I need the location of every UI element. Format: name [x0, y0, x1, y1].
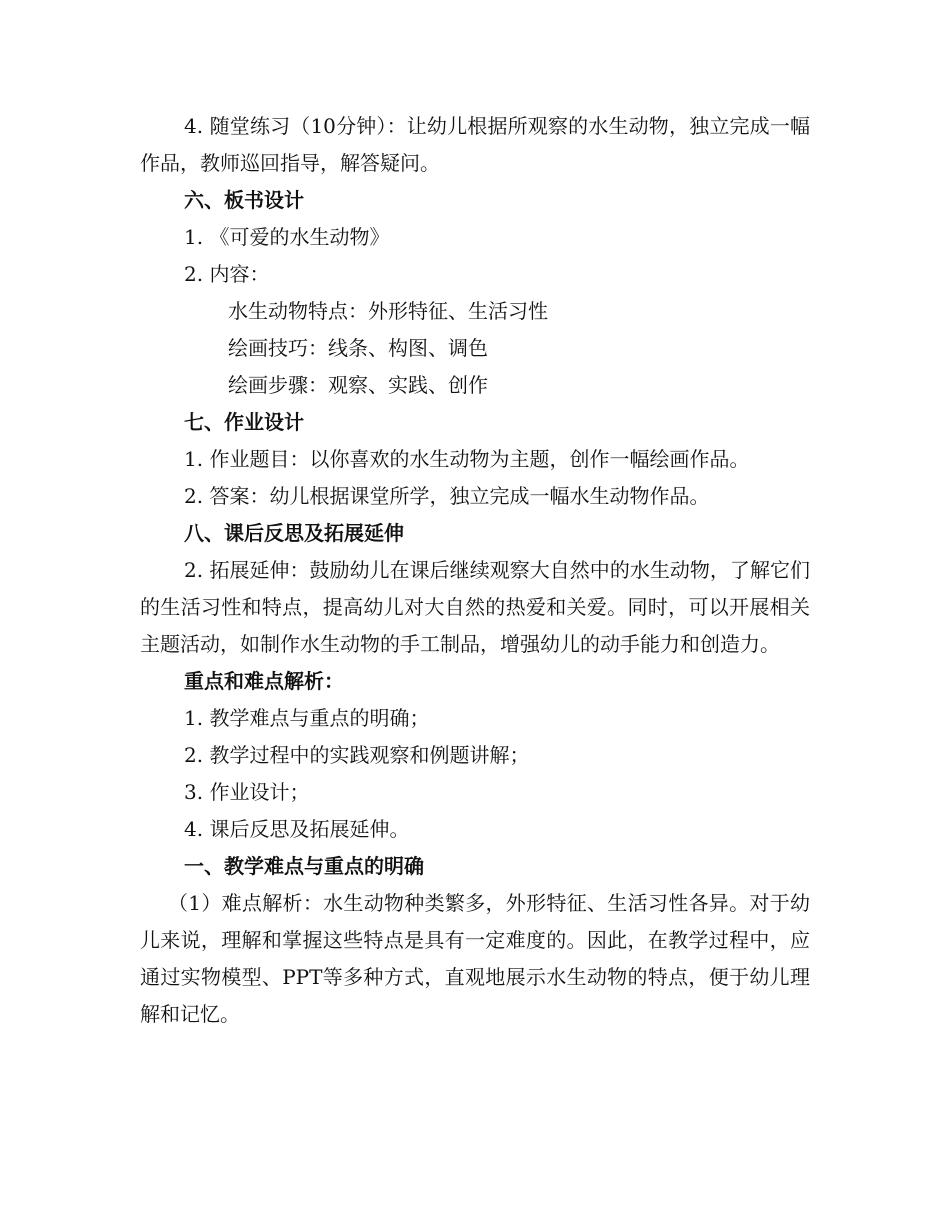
homework-heading: 七、作业设计	[184, 410, 304, 434]
reflection-heading: 八、课后反思及拓展延伸	[184, 521, 404, 545]
key-points-item-1: （1）难点解析：水生动物种类繁多，外形特征、生活习性各异。对于幼儿来说，理解和掌握这些特点是具有一定难度的。因此，在教学过程中，应通过实物模型、PPT等多种方式，直观地展示水生动物的特点，便于幼儿理解和记忆。	[140, 891, 810, 1026]
reflection-item-2: 2. 拓展延伸：鼓励幼儿在课后继续观察大自然中的水生动物，了解它们的生活习性和特点，提高幼儿对大自然的热爱和关爱。同时，可以开展相关主题活动，如制作水生动物的手工制品，增强幼儿的动手能力和创造力。	[140, 558, 810, 656]
analysis-heading: 重点和难点解析：	[184, 669, 344, 693]
board-design-sub-3: 绘画步骤：观察、实践、创作	[228, 373, 488, 397]
analysis-item-1: 1. 教学难点与重点的明确；	[184, 706, 430, 730]
board-design-sub-2: 绘画技巧：线条、构图、调色	[228, 336, 488, 360]
document-body	[140, 108, 810, 1033]
homework-item-2: 2. 答案：幼儿根据课堂所学，独立完成一幅水生动物作品。	[184, 484, 710, 508]
homework-item-1: 1. 作业题目：以你喜欢的水生动物为主题，创作一幅绘画作品。	[184, 447, 750, 471]
key-points-heading: 一、教学难点与重点的明确	[184, 854, 424, 878]
board-design-item-2: 2. 内容：	[184, 262, 270, 286]
board-design-item-1: 1. 《可爱的水生动物》	[184, 225, 390, 249]
board-design-sub-1: 水生动物特点：外形特征、生活习性	[228, 299, 548, 323]
practice-paragraph: 4. 随堂练习（10分钟）：让幼儿根据所观察的水生动物，独立完成一幅作品，教师巡回指导，解答疑问。	[140, 114, 810, 175]
analysis-item-3: 3. 作业设计；	[184, 780, 310, 804]
board-design-heading: 六、板书设计	[184, 188, 304, 212]
analysis-item-4: 4. 课后反思及拓展延伸。	[184, 817, 410, 841]
analysis-item-2: 2. 教学过程中的实践观察和例题讲解；	[184, 743, 530, 767]
